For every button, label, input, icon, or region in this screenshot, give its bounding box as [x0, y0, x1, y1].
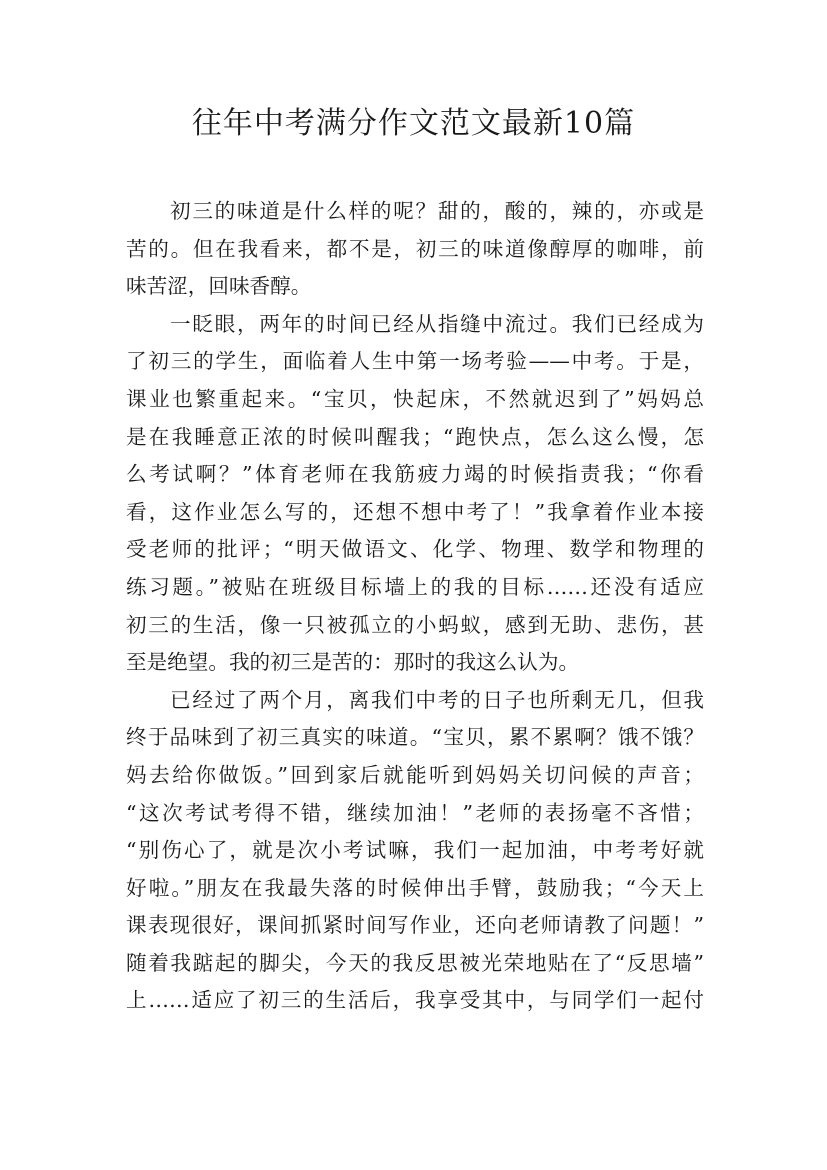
- text-line: 随着我踮起的脚尖，今天的我反思被光荣地贴在了“反思墙”: [126, 950, 704, 975]
- text-line: 么考试啊？”体育老师在我筋疲力竭的时候指责我；“你看: [126, 462, 704, 487]
- text-line: 看，这作业怎么写的，还想不想中考了！”我拿着作业本接: [126, 499, 704, 524]
- text-line: 已经过了两个月，离我们中考的日子也所剩无几，但我: [170, 687, 704, 712]
- text-line: 好啦。”朋友在我最失落的时候伸出手臂，鼓励我；“今天上: [126, 875, 704, 900]
- text-line: 练习题。”被贴在班级目标墙上的我的目标……还没有适应: [126, 574, 704, 599]
- text-line: 初三的生活，像一只被孤立的小蚂蚁，感到无助、悲伤，甚: [126, 612, 704, 637]
- text-line: 受老师的批评；“明天做语文、化学、物理、数学和物理的: [126, 537, 704, 562]
- text-line: “别伤心了，就是次小考试嘛，我们一起加油，中考考好就: [126, 838, 704, 863]
- text-line: 是在我睡意正浓的时候叫醒我；“跑快点，怎么这么慢，怎: [126, 424, 704, 449]
- text-line: 终于品味到了初三真实的味道。“宝贝，累不累啊？饿不饿？: [126, 725, 704, 750]
- text-line: “这次考试考得不错，继续加油！”老师的表扬毫不吝惜；: [126, 800, 704, 825]
- text-line: 至是绝望。我的初三是苦的：那时的我这么认为。: [126, 650, 580, 675]
- text-line: 苦的。但在我看来，都不是，初三的味道像醇厚的咖啡，前: [126, 236, 704, 261]
- text-line: 课表现很好，课间抓紧时间写作业，还向老师请教了问题！”: [126, 913, 704, 938]
- document-title: 往年中考满分作文范文最新10篇: [191, 106, 636, 141]
- text-line: 初三的味道是什么样的呢？甜的，酸的，辣的，亦或是: [170, 199, 704, 223]
- text-line: 课业也繁重起来。“宝贝，快起床，不然就迟到了”妈妈总: [126, 386, 704, 411]
- text-line: 味苦涩，回味香醇。: [126, 274, 312, 299]
- text-line: 上……适应了初三的生活后，我享受其中，与同学们一起付: [126, 988, 704, 1013]
- text-line: 一眨眼，两年的时间已经从指缝中流过。我们已经成为: [170, 311, 704, 336]
- document-body: [126, 193, 704, 1020]
- text-line: 妈去给你做饭。”回到家后就能听到妈妈关切问候的声音；: [126, 762, 704, 787]
- text-line: 了初三的学生，面临着人生中第一场考验——中考。于是，: [126, 349, 704, 374]
